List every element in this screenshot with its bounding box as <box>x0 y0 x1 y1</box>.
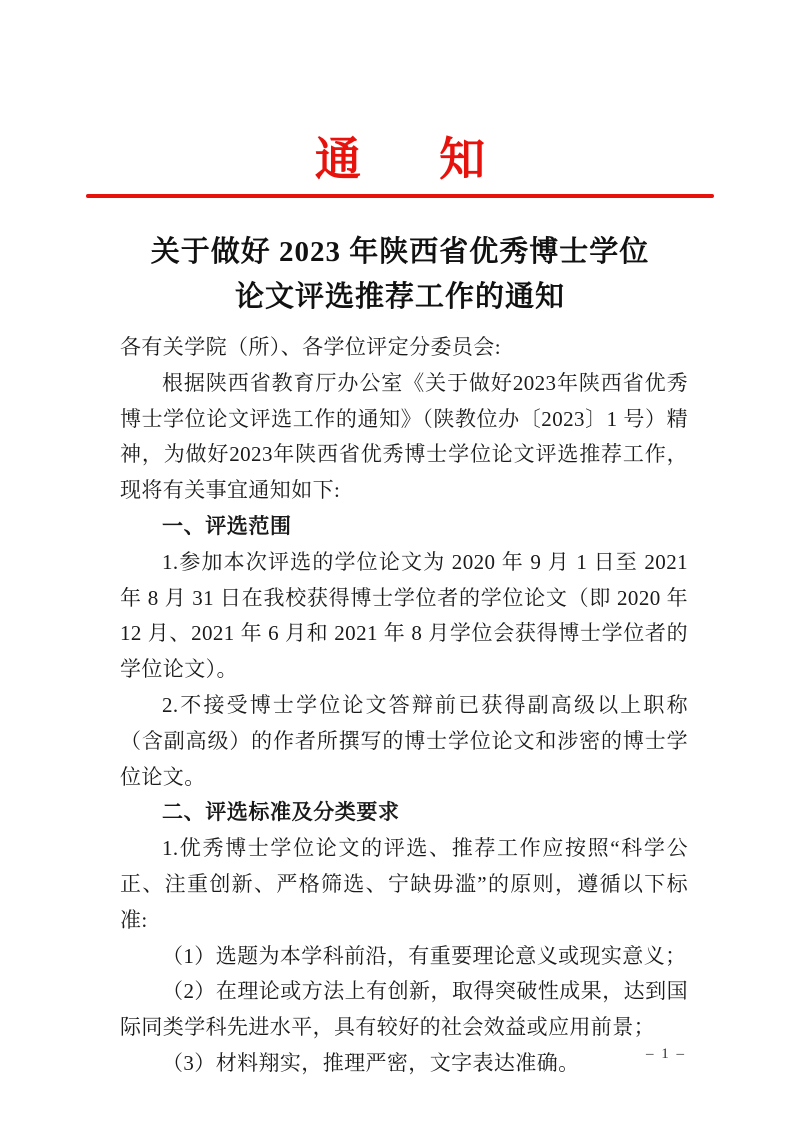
document-title-line2: 论文评选推荐工作的通知 <box>234 281 565 313</box>
section-2-item-1: 1.优秀博士学位论文的评选、推荐工作应按照“科学公正、注重创新、严格筛选、宁缺毋滥”的原则，遵循以下标准: <box>120 836 688 932</box>
section-1-item-2: 2.不接受博士学位论文答辩前已获得副高级以上职称（含副高级）的作者所撰写的博士学位论文和涉密的博士学位论文。 <box>120 692 688 789</box>
document-title-line1: 关于做好 2023 年陕西省优秀博士学位 <box>150 236 650 268</box>
section-2-criterion-3: （3）材料翔实，推理严密，文字表达准确。 <box>162 1050 580 1075</box>
section-2-criterion-1: （1）选题为本学科前沿，有重要理论意义或现实意义； <box>162 943 687 968</box>
intro-paragraph: 根据陕西省教育厅办公室《关于做好2023年陕西省优秀博士学位论文评选工作的通知》（陕教位办〔2023〕1 号）精神，为做好2023年陕西省优秀博士学位论文评选推荐工作，现将有关事宜通知如下: <box>120 370 688 503</box>
page-number: – 1 – <box>646 1046 686 1062</box>
section-1-heading: 一、评选范围 <box>162 513 292 538</box>
document-title <box>0 230 800 320</box>
document-body <box>120 330 688 1082</box>
section-1-item-1: 1.参加本次评选的学位论文为 2020 年 9 月 1 日至 2021 年 8 月 31 日在我校获得博士学位者的学位论文（即 2020 年 12 月、2021 年 6 月和 2021 年 8 月学位会获得博士学位者的学位论文）。 <box>120 549 688 682</box>
red-divider-rule <box>86 194 714 198</box>
section-2-criterion-2: （2）在理论或方法上有创新，取得突破性成果，达到国际同类学科先进水平，具有较好的社会效益或应用前景； <box>120 979 688 1040</box>
section-2-heading: 二、评选标准及分类要求 <box>162 800 400 825</box>
notice-stamp-header: 通 知 <box>314 132 502 186</box>
salutation-line: 各有关学院（所）、各学位评定分委员会: <box>120 335 501 359</box>
